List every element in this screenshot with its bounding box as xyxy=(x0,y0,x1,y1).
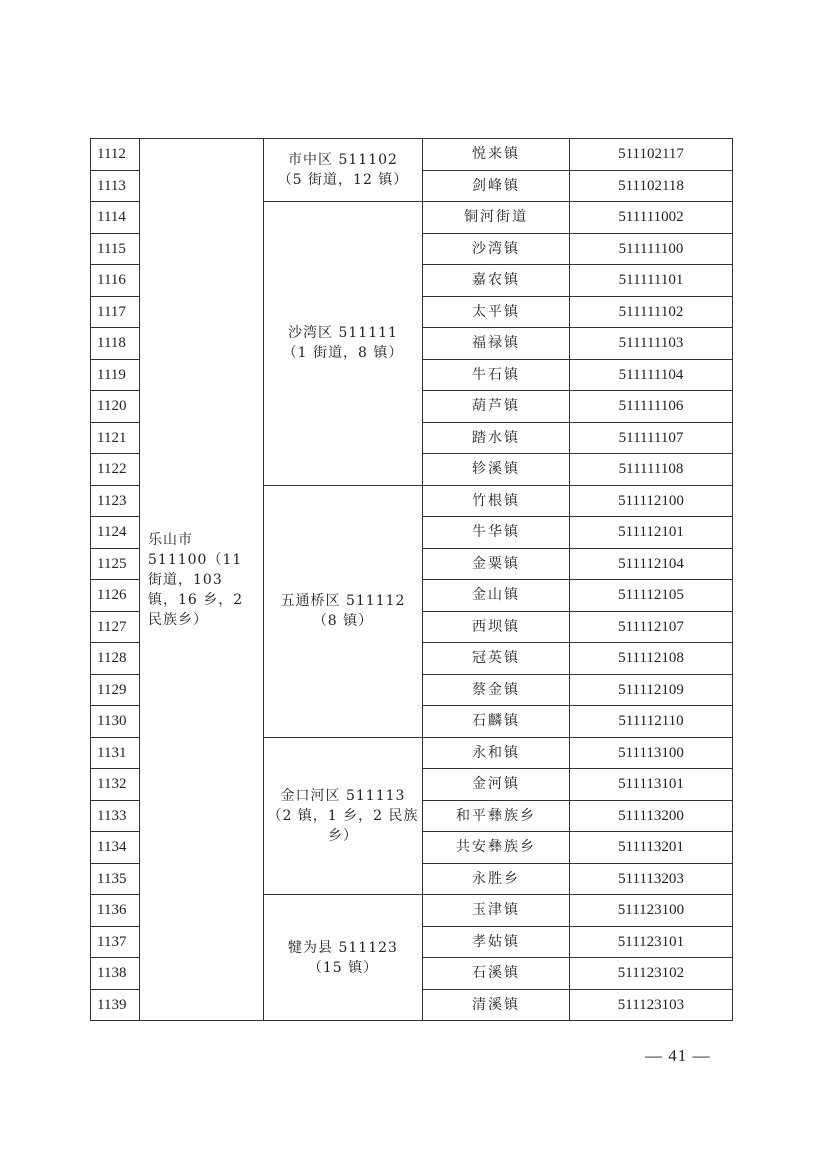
town-name: 葫芦镇 xyxy=(423,391,570,423)
town-name: 竹根镇 xyxy=(423,485,570,517)
town-name: 剑峰镇 xyxy=(423,170,570,202)
division-code: 511123102 xyxy=(570,958,733,990)
division-code: 511113200 xyxy=(570,800,733,832)
district-name: 沙湾区 511111 xyxy=(288,325,398,342)
row-seq: 1124 xyxy=(91,517,140,549)
division-code: 511112101 xyxy=(570,517,733,549)
town-name: 牛石镇 xyxy=(423,359,570,391)
row-seq: 1133 xyxy=(91,800,140,832)
division-code: 511112107 xyxy=(570,611,733,643)
row-seq: 1117 xyxy=(91,296,140,328)
town-name: 玉津镇 xyxy=(423,895,570,927)
division-code: 511111101 xyxy=(570,265,733,297)
division-code: 511111002 xyxy=(570,202,733,234)
division-code: 511111108 xyxy=(570,454,733,486)
town-name: 孝姑镇 xyxy=(423,926,570,958)
town-name: 嘉农镇 xyxy=(423,265,570,297)
town-name: 西坝镇 xyxy=(423,611,570,643)
row-seq: 1137 xyxy=(91,926,140,958)
division-code: 511111106 xyxy=(570,391,733,423)
town-name: 福禄镇 xyxy=(423,328,570,360)
row-seq: 1119 xyxy=(91,359,140,391)
row-seq: 1114 xyxy=(91,202,140,234)
page-number: — 41 — xyxy=(645,1046,711,1065)
row-seq: 1135 xyxy=(91,863,140,895)
district-name: 市中区 511102 xyxy=(288,152,398,168)
town-name: 金粟镇 xyxy=(423,548,570,580)
town-name: 太平镇 xyxy=(423,296,570,328)
district-cell xyxy=(264,895,423,1021)
division-code: 511113203 xyxy=(570,863,733,895)
row-seq: 1139 xyxy=(91,989,140,1021)
division-code: 511123100 xyxy=(570,895,733,927)
division-code: 511112100 xyxy=(570,485,733,517)
city-cell: 乐山市 511100（11 街道，103 镇，16 乡，2 民族乡） xyxy=(140,139,264,1021)
division-code: 511112104 xyxy=(570,548,733,580)
row-seq: 1127 xyxy=(91,611,140,643)
town-name: 清溪镇 xyxy=(423,989,570,1021)
division-code: 511112108 xyxy=(570,643,733,675)
district-detail: （8 镇） xyxy=(312,613,374,629)
town-name: 永胜乡 xyxy=(423,863,570,895)
table-row xyxy=(91,139,733,171)
division-code: 511112110 xyxy=(570,706,733,738)
town-name: 轸溪镇 xyxy=(423,454,570,486)
town-name: 踏水镇 xyxy=(423,422,570,454)
district-detail: （5 街道，12 镇） xyxy=(277,172,409,188)
town-name: 牛华镇 xyxy=(423,517,570,549)
town-name: 永和镇 xyxy=(423,737,570,769)
division-code: 511102118 xyxy=(570,170,733,202)
district-cell xyxy=(264,485,423,737)
row-seq: 1116 xyxy=(91,265,140,297)
row-seq: 1123 xyxy=(91,485,140,517)
district-detail: （15 镇） xyxy=(307,959,379,976)
town-name: 冠英镇 xyxy=(423,643,570,675)
row-seq: 1128 xyxy=(91,643,140,675)
row-seq: 1112 xyxy=(91,139,140,171)
district-detail: （2 镇，1 乡，2 民族乡） xyxy=(267,807,419,844)
town-name: 共安彝族乡 xyxy=(423,832,570,864)
town-name: 和平彝族乡 xyxy=(423,800,570,832)
division-code: 511102117 xyxy=(570,139,733,171)
row-seq: 1134 xyxy=(91,832,140,864)
town-name: 蔡金镇 xyxy=(423,674,570,706)
town-name: 铜河街道 xyxy=(423,202,570,234)
row-seq: 1122 xyxy=(91,454,140,486)
district-name: 犍为县 511123 xyxy=(288,939,398,956)
division-code: 511112109 xyxy=(570,674,733,706)
row-seq: 1113 xyxy=(91,170,140,202)
division-code: 511111103 xyxy=(570,328,733,360)
admin-division-table xyxy=(90,138,733,1021)
district-cell xyxy=(264,202,423,486)
town-name: 沙湾镇 xyxy=(423,233,570,265)
town-name: 金河镇 xyxy=(423,769,570,801)
town-name: 金山镇 xyxy=(423,580,570,612)
division-code: 511111107 xyxy=(570,422,733,454)
division-code: 511123103 xyxy=(570,989,733,1021)
town-name: 悦来镇 xyxy=(423,139,570,171)
row-seq: 1121 xyxy=(91,422,140,454)
row-seq: 1132 xyxy=(91,769,140,801)
town-name: 石溪镇 xyxy=(423,958,570,990)
division-code: 511111104 xyxy=(570,359,733,391)
division-code: 511111102 xyxy=(570,296,733,328)
division-code: 511113100 xyxy=(570,737,733,769)
town-name: 石麟镇 xyxy=(423,706,570,738)
district-cell xyxy=(264,737,423,895)
row-seq: 1131 xyxy=(91,737,140,769)
row-seq: 1130 xyxy=(91,706,140,738)
division-code: 511123101 xyxy=(570,926,733,958)
row-seq: 1136 xyxy=(91,895,140,927)
district-name: 五通桥区 511112 xyxy=(280,593,406,609)
row-seq: 1126 xyxy=(91,580,140,612)
row-seq: 1115 xyxy=(91,233,140,265)
row-seq: 1125 xyxy=(91,548,140,580)
row-seq: 1120 xyxy=(91,391,140,423)
row-seq: 1129 xyxy=(91,674,140,706)
row-seq: 1118 xyxy=(91,328,140,360)
district-cell xyxy=(264,139,423,202)
division-code: 511113201 xyxy=(570,832,733,864)
division-code: 511111100 xyxy=(570,233,733,265)
row-seq: 1138 xyxy=(91,958,140,990)
district-name: 金口河区 511113 xyxy=(280,787,406,804)
division-code: 511112105 xyxy=(570,580,733,612)
district-detail: （1 街道，8 镇） xyxy=(282,345,404,362)
division-code: 511113101 xyxy=(570,769,733,801)
